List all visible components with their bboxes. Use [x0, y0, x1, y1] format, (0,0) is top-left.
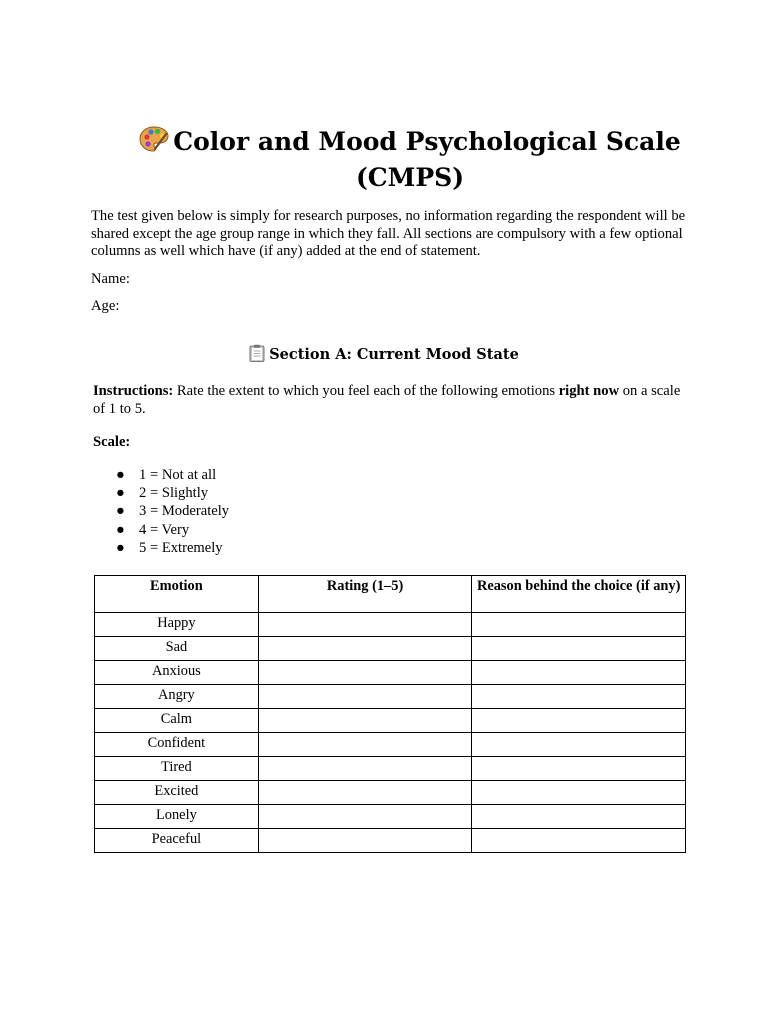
emotion-cell: Confident [95, 733, 259, 757]
reason-cell[interactable] [472, 781, 686, 805]
bullet-icon: ● [116, 467, 125, 483]
instructions-text-1: Rate the extent to which you feel each of the following emotions [173, 383, 559, 399]
reason-cell[interactable] [472, 733, 686, 757]
reason-cell[interactable] [472, 661, 686, 685]
table-row [95, 637, 686, 661]
rating-cell[interactable] [258, 709, 472, 733]
page-title [80, 124, 740, 196]
palette-icon [139, 125, 169, 153]
scale-list [93, 466, 229, 557]
table-row [95, 613, 686, 637]
emotion-cell: Calm [95, 709, 259, 733]
table-row [95, 829, 686, 853]
scale-item [93, 484, 229, 502]
rating-cell[interactable] [258, 757, 472, 781]
scale-item [93, 466, 229, 484]
emotion-cell: Angry [95, 685, 259, 709]
emotion-cell: Peaceful [95, 829, 259, 853]
rating-cell[interactable] [258, 637, 472, 661]
scale-label: Scale: [93, 434, 131, 450]
rating-cell[interactable] [258, 613, 472, 637]
intro-paragraph: The test given below is simply for research purposes, no information regarding the respondent will be shared except the age group range in which they fall. All sections are compulsory with a few optional columns as well which have (if any) added at the end of statement. [91, 208, 686, 259]
instructions-lead: Instructions: [93, 383, 174, 399]
scale-item [93, 539, 229, 557]
header-rating: Rating (1–5) [258, 576, 472, 613]
table-row [95, 781, 686, 805]
scale-item-text: 5 = Extremely [139, 539, 223, 556]
section-a-heading-text: Section A: Current Mood State [269, 346, 519, 363]
table-row [95, 805, 686, 829]
rating-cell[interactable] [258, 805, 472, 829]
mood-rating-table [94, 575, 686, 853]
instructions-emphasis: right now [558, 383, 620, 399]
emotion-cell: Tired [95, 757, 259, 781]
bullet-icon: ● [116, 539, 125, 556]
header-reason: Reason behind the choice (if any) [472, 576, 686, 613]
rating-cell[interactable] [258, 829, 472, 853]
scale-item-text: 2 = Slightly [139, 485, 209, 502]
table-row [95, 709, 686, 733]
rating-cell[interactable] [258, 661, 472, 685]
table-header-row [95, 576, 686, 613]
reason-cell[interactable] [472, 685, 686, 709]
reason-cell[interactable] [472, 709, 686, 733]
name-field-label: Name: [91, 271, 130, 287]
scale-item [93, 502, 229, 520]
emotion-cell: Excited [95, 781, 259, 805]
clipboard-icon [249, 344, 265, 362]
scale-item-text: 1 = Not at all [139, 467, 217, 483]
scale-item [93, 521, 229, 539]
emotion-cell: Sad [95, 637, 259, 661]
rating-cell[interactable] [258, 685, 472, 709]
scale-item-text: 3 = Moderately [139, 503, 230, 520]
reason-cell[interactable] [472, 637, 686, 661]
emotion-cell: Happy [95, 613, 259, 637]
table-row [95, 685, 686, 709]
rating-cell[interactable] [258, 781, 472, 805]
section-a-heading [0, 344, 768, 363]
title-line-1: Color and Mood Psychological Scale [173, 127, 681, 156]
instructions-text-2: on a scale of 1 to 5. [93, 383, 681, 417]
bullet-icon: ● [116, 503, 125, 520]
header-emotion: Emotion [95, 576, 259, 613]
age-field-label: Age: [91, 298, 120, 314]
emotion-cell: Anxious [95, 661, 259, 685]
scale-item-text: 4 = Very [139, 521, 190, 538]
bullet-icon: ● [116, 521, 125, 538]
emotion-cell: Lonely [95, 805, 259, 829]
reason-cell[interactable] [472, 757, 686, 781]
table-row [95, 757, 686, 781]
instructions-paragraph [93, 383, 683, 418]
reason-cell[interactable] [472, 613, 686, 637]
reason-cell[interactable] [472, 805, 686, 829]
bullet-icon: ● [116, 485, 125, 502]
title-line-2: (CMPS) [355, 163, 465, 192]
table-row [95, 661, 686, 685]
rating-cell[interactable] [258, 733, 472, 757]
table-row [95, 733, 686, 757]
reason-cell[interactable] [472, 829, 686, 853]
